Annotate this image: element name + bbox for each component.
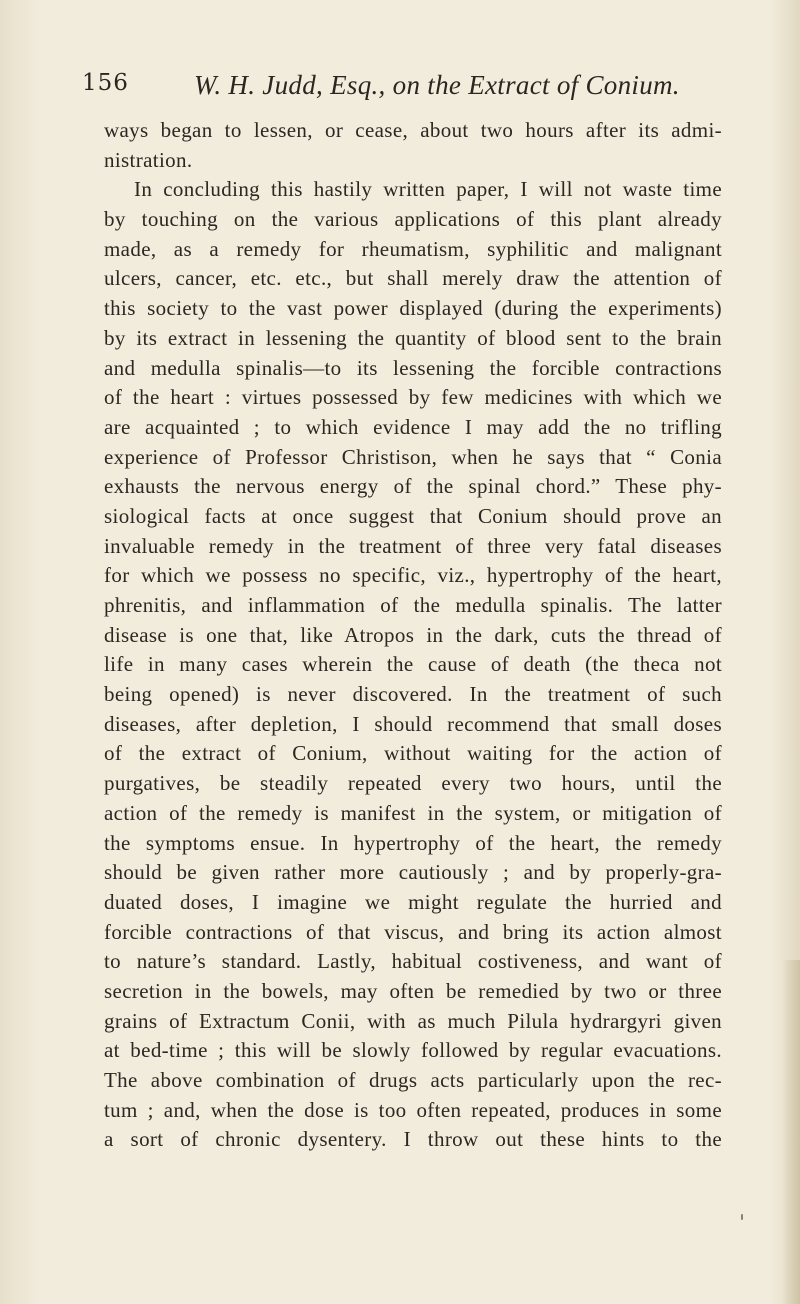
- text-line: made, as a remedy for rheumatism, syphilitic and malignant: [104, 236, 722, 261]
- text-line: ways began to lessen, or cease, about two hours after its admi-: [104, 118, 722, 142]
- text-line: to nature’s standard. Lastly, habitual costiveness, and want of: [104, 949, 722, 974]
- page-number: 156: [82, 70, 129, 96]
- text-line: of the heart : virtues possessed by few medicines with which we: [104, 385, 722, 410]
- text-line: tum ; and, when the dose is too often repeated, produces in some: [104, 1097, 722, 1122]
- text-line: phrenitis, and inflammation of the medulla spinalis. The latter: [104, 593, 722, 617]
- text-line: nistration.: [104, 147, 193, 172]
- text-line: diseases, after depletion, I should recommend that small doses: [104, 711, 722, 736]
- text-line: invaluable remedy in the treatment of three very fatal diseases: [104, 533, 722, 558]
- text-line: by touching on the various applications of this plant already: [104, 207, 722, 232]
- text-line: exhausts the nervous energy of the spinal chord.” These phy-: [104, 474, 722, 499]
- text-line: for which we possess no specific, viz., hypertrophy of the heart,: [104, 563, 722, 588]
- running-head: [82, 70, 732, 110]
- body-text: [104, 116, 722, 1155]
- text-line: duated doses, I imagine we might regulate the hurried and: [104, 889, 722, 914]
- text-line: a sort of chronic dysentery. I throw out these hints to the: [104, 1127, 722, 1152]
- text-line: of the extract of Conium, without waiting for the action of: [104, 741, 722, 766]
- text-line: siological facts at once suggest that Conium should prove an: [104, 503, 722, 528]
- text-line: purgatives, be steadily repeated every two hours, until the: [104, 771, 722, 796]
- text-line: The above combination of drugs acts particularly upon the rec-: [104, 1068, 722, 1092]
- text-line: action of the remedy is manifest in the system, or mitigation of: [104, 800, 722, 825]
- text-line: disease is one that, like Atropos in the dark, cuts the thread of: [104, 622, 722, 647]
- text-line: and medulla spinalis—to its lessening the forcible contractions: [104, 355, 722, 380]
- running-title: W. H. Judd, Esq., on the Extract of Conium.: [194, 70, 680, 100]
- text-line: ulcers, cancer, etc. etc., but shall merely draw the attention of: [104, 266, 722, 291]
- text-line: grains of Extractum Conii, with as much Pilula hydrargyri given: [104, 1008, 722, 1033]
- text-line: In concluding this hastily written paper, I will not waste time: [134, 177, 722, 202]
- text-line: the symptoms ensue. In hypertrophy of the heart, the remedy: [104, 830, 722, 855]
- text-line: at bed-time ; this will be slowly followed by regular evacuations.: [104, 1038, 722, 1063]
- text-line: are acquainted ; to which evidence I may add the no trifling: [104, 414, 722, 439]
- text-line: this society to the vast power displayed (during the experiments): [104, 296, 722, 321]
- text-line: should be given rather more cautiously ; and by properly-gra-: [104, 860, 722, 885]
- text-line: life in many cases wherein the cause of death (the theca not: [104, 652, 722, 677]
- text-line: secretion in the bowels, may often be remedied by two or three: [104, 978, 722, 1003]
- text-line: forcible contractions of that viscus, and bring its action almost: [104, 919, 722, 944]
- paper-speck: [741, 1214, 743, 1220]
- text-line: experience of Professor Christison, when he says that “ Conia: [104, 444, 722, 469]
- text-line: being opened) is never discovered. In the treatment of such: [104, 682, 722, 707]
- text-line: by its extract in lessening the quantity of blood sent to the brain: [104, 325, 722, 350]
- page-edge-shadow: [782, 960, 800, 1304]
